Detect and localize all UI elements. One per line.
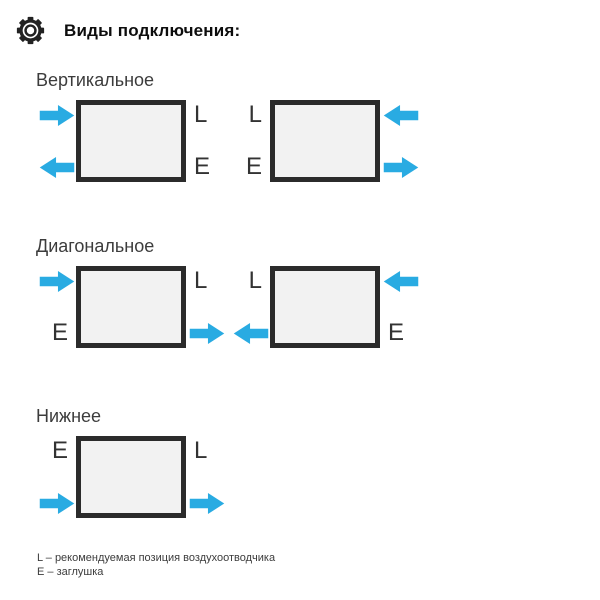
flow-arrow-left-icon bbox=[380, 269, 420, 293]
bottom-row bbox=[36, 436, 226, 518]
radiator bbox=[270, 266, 380, 348]
header bbox=[14, 14, 240, 47]
flow-arrow-left-icon bbox=[36, 155, 76, 179]
radiator bbox=[76, 266, 186, 348]
flow-arrow-left-icon bbox=[230, 321, 270, 345]
plug-label: E bbox=[388, 319, 405, 346]
flow-arrow-right-icon bbox=[36, 103, 76, 127]
diagonal-row bbox=[36, 266, 420, 348]
radiator bbox=[270, 100, 380, 182]
legend-plug: E – заглушка bbox=[37, 566, 104, 578]
air-vent-label: L bbox=[248, 101, 262, 128]
radiator bbox=[76, 436, 186, 518]
flow-arrow-right-icon bbox=[36, 491, 76, 515]
vertical-row bbox=[36, 100, 420, 182]
air-vent-label: L bbox=[248, 267, 262, 294]
flow-arrow-right-icon bbox=[186, 321, 226, 345]
flow-arrow-right-icon bbox=[186, 491, 226, 515]
section-title-diagonal: Диагональное bbox=[36, 236, 155, 256]
section-vertical bbox=[36, 70, 420, 182]
page-title: Виды подключения: bbox=[64, 20, 241, 40]
radiator bbox=[76, 100, 186, 182]
legend-air-vent: L – рекомендуемая позиция воздухоотводчика bbox=[37, 552, 276, 564]
gear-icon bbox=[14, 14, 47, 47]
flow-arrow-right-icon bbox=[380, 155, 420, 179]
flow-arrow-left-icon bbox=[380, 103, 420, 127]
section-title-bottom: Нижнее bbox=[36, 406, 102, 426]
air-vent-label: L bbox=[194, 267, 208, 294]
air-vent-label: L bbox=[194, 101, 208, 128]
plug-label: E bbox=[51, 319, 68, 346]
diagram-diagonal-right bbox=[230, 266, 420, 348]
plug-label: E bbox=[51, 437, 68, 464]
section-title-vertical: Вертикальное bbox=[36, 70, 155, 90]
section-diagonal bbox=[36, 236, 420, 348]
section-bottom bbox=[36, 406, 226, 518]
air-vent-label: L bbox=[194, 437, 208, 464]
diagram-diagonal-left bbox=[36, 266, 226, 348]
diagram-bottom bbox=[36, 436, 226, 518]
flow-arrow-right-icon bbox=[36, 269, 76, 293]
diagram-vertical-right bbox=[230, 100, 420, 182]
plug-label: E bbox=[194, 153, 211, 180]
plug-label: E bbox=[245, 153, 262, 180]
legend bbox=[37, 551, 275, 579]
diagram-vertical-left bbox=[36, 100, 226, 182]
